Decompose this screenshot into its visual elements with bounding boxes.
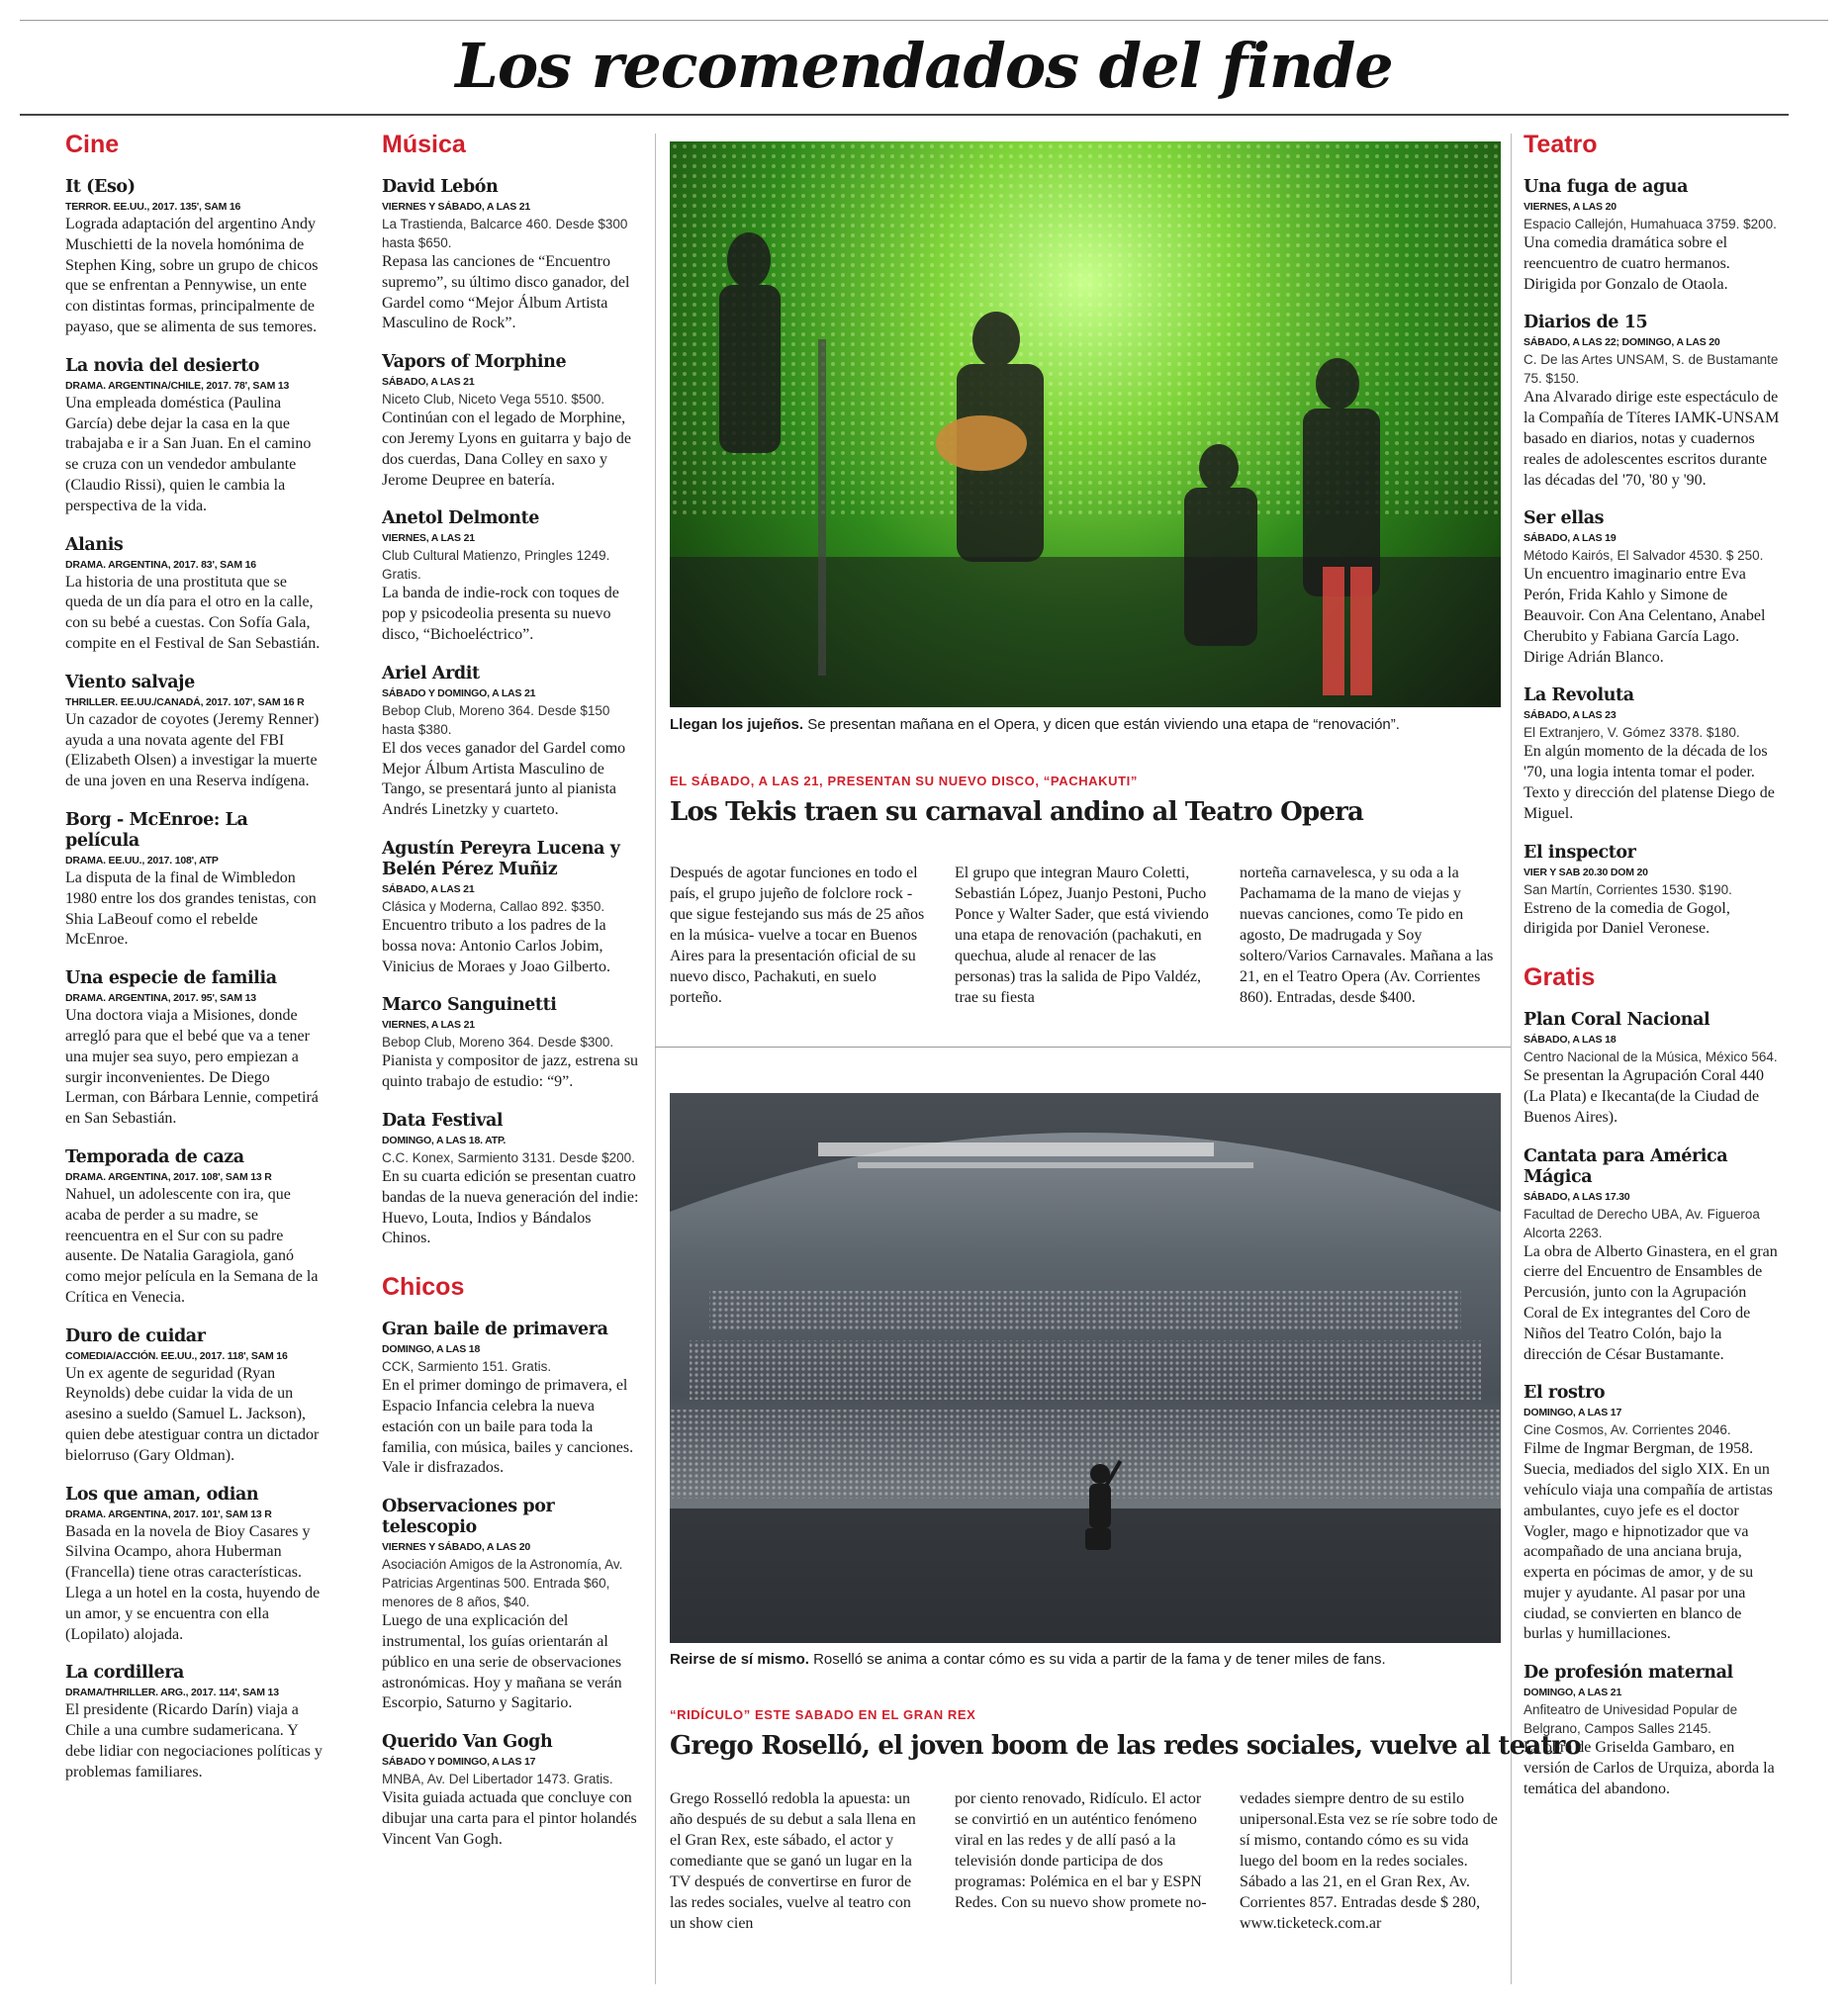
listing-description: Continúan con el legado de Morphine, con Jeremy Lyons en guitarra y bajo de dos cuerdas, Dana Colley en saxo y Jerome Deupree en batería. xyxy=(382,410,631,489)
listing-venue: Facultad de Derecho UBA, Av. Figueroa Alcorta 2263. xyxy=(1524,1206,1760,1240)
listing-meta: VIERNES, A LAS 20 xyxy=(1524,201,1617,213)
listing-description: Basada en la novela de Bioy Casares y Silvina Ocampo, ahora Huberman (Francella) tiene otras características. Llega a un hotel en la costa, huyendo de un amor, y se encuentra con ella (Lopilato) alojada. xyxy=(65,1522,321,1643)
listing-meta: DOMINGO, A LAS 17 xyxy=(1524,1407,1622,1419)
listing-item xyxy=(1524,843,1783,941)
listing-title: Data Festival xyxy=(382,1110,504,1131)
page-headline: Los recomendados del finde xyxy=(455,30,1393,102)
listing-meta: DOMINGO, A LAS 21 xyxy=(1524,1687,1622,1699)
listing-title: El inspector xyxy=(1524,842,1636,863)
listing-meta: SÁBADO, A LAS 21 xyxy=(382,882,475,895)
listing-meta: SÁBADO, A LAS 18 xyxy=(1524,1034,1617,1047)
listing-description: Luego de una explicación del instrumental, los guías orientarán al público en una serie de observaciones astronómicas. Hoy y mañana se verán Escorpio, Saturno y Sagitario. xyxy=(382,1612,622,1712)
listing-meta: DRAMA. ARGENTINA, 2017. 83', SAM 16 xyxy=(65,558,256,571)
listing-description: El presidente (Ricardo Darín) viaja a Chile a una cumbre sudamericana. Y debe lidiar con negociaciones políticas y problemas familiares. xyxy=(65,1701,323,1781)
listing-meta: DRAMA. EE.UU., 2017. 108', ATP xyxy=(65,854,219,867)
tekis-title: Los Tekis traen su carnaval andino al Teatro Opera xyxy=(670,797,1364,827)
cine-column xyxy=(65,129,324,1801)
listing-item xyxy=(382,995,643,1093)
gratis-list xyxy=(1524,1010,1783,1800)
listing-item xyxy=(65,177,324,338)
listing-description: Visita guiada actuada que concluye con dibujar una carta para el pintor holandés Vincent Van Gogh. xyxy=(382,1789,637,1848)
listing-title: Ariel Ardit xyxy=(382,663,480,684)
listing-meta: DRAMA. ARGENTINA, 2017. 95', SAM 13 xyxy=(65,992,256,1005)
listing-title: De profesión maternal xyxy=(1524,1663,1733,1684)
listing-meta: VIERNES, A LAS 21 xyxy=(382,1019,475,1032)
tekis-body-col2: El grupo que integran Mauro Coletti, Sebastián López, Juanjo Pestoni, Pucho Ponce y Walter Sader, que está viviendo una etapa de renovación (pachakuti, en quechua, alude al renacer de las personas) tras la salida de Pipo Valdéz, trae su fiesta xyxy=(955,865,1209,1006)
listing-meta: SÁBADO Y DOMINGO, A LAS 17 xyxy=(382,1756,536,1769)
listing-item xyxy=(65,1485,324,1646)
listing-title: Anetol Delmonte xyxy=(382,508,540,529)
section-title-teatro: Teatro xyxy=(1524,131,1598,158)
listing-title: Los que aman, odian xyxy=(65,1484,259,1505)
listing-description: Encuentro tributo a los padres de la bossa nova: Antonio Carlos Jobim, Vinicius de Moraes y Joao Gilberto. xyxy=(382,916,610,975)
listing-item xyxy=(1524,1383,1783,1645)
gran-rex-theater-photo xyxy=(670,1093,1501,1643)
grego-body-col1: Grego Rosselló redobla la apuesta: un año después de su debut a sala llena en el Gran Rex, este sábado, el actor y comediante que se ganó un lugar en la TV después de convertirse en furor de las redes sociales, vuelve al teatro con un show cien xyxy=(670,1790,916,1932)
listing-title: Gran baile de primavera xyxy=(382,1320,608,1340)
listing-title: Vapors of Morphine xyxy=(382,352,567,373)
listing-item xyxy=(382,1111,643,1249)
listing-description: Una comedia dramática sobre el reencuentro de cuatro hermanos. Dirigida por Gonzalo de Otaola. xyxy=(1524,234,1730,293)
listing-item xyxy=(65,673,324,792)
listing-venue: Niceto Club, Niceto Vega 5510. $500. xyxy=(382,392,605,408)
theater-illustration xyxy=(670,1093,1501,1643)
grego-body-col3: vedades siempre dentro de su estilo unipersonal.Esta vez se ríe sobre todo de sí mismo, contando cómo es su vida luego del boom en la redes sociales. Sábado a las 21, en el Gran Rex, Av. Corrientes 857. Entradas desde $ 280, www.ticketeck.com.ar xyxy=(1240,1790,1498,1932)
listing-venue: Bebop Club, Moreno 364. Desde $300. xyxy=(382,1035,614,1050)
listing-meta: SÁBADO, A LAS 22; DOMINGO, A LAS 20 xyxy=(1524,336,1720,349)
listing-venue: Anfiteatro de Univesidad Popular de Belgrano, Campos Salles 2145. xyxy=(1524,1702,1738,1737)
listing-meta: VIERNES Y SÁBADO, A LAS 21 xyxy=(382,201,531,213)
listing-venue: La Trastienda, Balcarce 460. Desde $300 hasta $650. xyxy=(382,217,628,250)
listing-title: Querido Van Gogh xyxy=(382,1732,553,1753)
listing-description: Pianista y compositor de jazz, estrena su quinto trabajo de estudio: “9”. xyxy=(382,1052,639,1091)
listing-meta: DOMINGO, A LAS 18. ATP. xyxy=(382,1134,507,1146)
listing-description: La disputa de la final de Wimbledon 1980 entre los dos grandes tenistas, con Shia LaBeouf como el rebelde McEnroe. xyxy=(65,868,317,949)
listing-venue: Cine Cosmos, Av. Corrientes 2046. xyxy=(1524,1422,1731,1438)
listing-venue: Clásica y Moderna, Callao 892. $350. xyxy=(382,898,605,914)
listing-description: La obra de Griselda Gambaro, en versión de Carlos de Urquiza, aborda la temática del abandono. xyxy=(1524,1739,1775,1797)
section-title-chicos: Chicos xyxy=(382,1273,465,1302)
listing-description: Ana Alvarado dirige este espectáculo de la Compañía de Títeres IAMK-UNSAM basado en diarios, notas y cuadernos reales de adolescentes escritos durante las décadas del '70, '80 y '90. xyxy=(1524,389,1780,489)
listing-meta: COMEDIA/ACCIÓN. EE.UU., 2017. 118', SAM 16 xyxy=(65,1349,288,1362)
listing-item xyxy=(1524,685,1783,824)
listing-item xyxy=(65,356,324,517)
listing-description: Nahuel, un adolescente con ira, que acaba de perder a su madre, se reencuentra en el Sur con su padre ausente. De Natalia Garagiola, ganó como mejor película en la Semana de la Crítica en Venecia. xyxy=(65,1185,319,1306)
listing-item xyxy=(382,352,643,491)
grego-body-col2: por ciento renovado, Ridículo. El actor se convirtió en un auténtico fenómeno viral en las redes y de allí pasó a la televisión donde participa de dos programas: Polémica en el bar y ESPN Redes. Con su nuevo show promete no- xyxy=(955,1790,1207,1911)
teatro-column xyxy=(1524,129,1783,1818)
listing-meta: DRAMA. ARGENTINA, 2017. 101', SAM 13 R xyxy=(65,1507,272,1520)
listing-venue: San Martín, Corrientes 1530. $190. xyxy=(1524,881,1732,897)
listing-meta: VIER Y SAB 20.30 DOM 20 xyxy=(1524,866,1648,878)
listing-meta: SÁBADO, A LAS 23 xyxy=(1524,709,1617,722)
grego-caption-text: Roselló se anima a contar cómo es su vida a partir de la fama y de tener miles de fans. xyxy=(808,1651,1386,1668)
listing-description: Un cazador de coyotes (Jeremy Renner) ayuda a una novata agente del FBI (Elizabeth Olsen) a investigar la muerte de una joven en una Reserva indígena. xyxy=(65,710,320,790)
listing-meta: SÁBADO, A LAS 21 xyxy=(382,376,475,389)
listing-title: It (Eso) xyxy=(65,177,136,197)
listing-meta: THRILLER. EE.UU./CANADÁ, 2017. 107', SAM 16 R xyxy=(65,695,305,708)
listing-item xyxy=(382,839,643,977)
listing-title: Temporada de caza xyxy=(65,1146,244,1167)
listing-description: Lograda adaptación del argentino Andy Muschietti de la novela homónima de Stephen King, sobre un grupo de chicos que se enfrentan a Pennywise, un ente con distintas formas, principalmente de payaso, que se alimenta de sus temores. xyxy=(65,216,319,335)
listing-meta: DOMINGO, A LAS 18 xyxy=(382,1343,481,1356)
article-divider xyxy=(655,1047,1511,1048)
listing-venue: El Extranjero, V. Gómez 3378. $180. xyxy=(1524,725,1740,741)
listing-description: En el primer domingo de primavera, el Espacio Infancia celebra la nueva estación con un baile para toda la familia, con música, bailes y canciones. Vale ir disfrazados. xyxy=(382,1377,634,1477)
listing-item xyxy=(65,535,324,655)
listing-item xyxy=(65,968,324,1130)
listing-description: Filme de Ingmar Bergman, de 1958. Suecia, mediados del siglo XIX. En un vehículo viaja una compañía de artistas ambulantes, cuyo jefe es el doctor Vogler, mago e hipnotizador que va acompañado de una anciana bruja, experta en pócimas de amor, y de su mujer y ayudante. Al pasar por una ciudad, se convierten en blanco de burlas y humillaciones. xyxy=(1524,1440,1773,1643)
listing-venue: Espacio Callejón, Humahuaca 3759. $200. xyxy=(1524,217,1777,231)
listing-item xyxy=(382,1320,643,1479)
listing-title: Viento salvaje xyxy=(65,672,195,692)
listing-title: La Revoluta xyxy=(1524,685,1634,706)
listing-meta: DRAMA. ARGENTINA, 2017. 108', SAM 13 R xyxy=(65,1170,272,1183)
listing-item xyxy=(382,177,643,334)
listing-item xyxy=(65,1663,324,1782)
listing-title: Duro de cuidar xyxy=(65,1325,206,1346)
listing-item xyxy=(1524,313,1783,491)
tekis-caption-bold: Llegan los jujeños. xyxy=(670,716,804,733)
section-title-musica: Música xyxy=(382,131,466,158)
listing-venue: Asociación Amigos de la Astronomía, Av. Patricias Argentinas 500. Entrada $60, menores de 8 años, $40. xyxy=(382,1557,623,1610)
column-divider xyxy=(655,134,656,1984)
listing-title: Marco Sanguinetti xyxy=(382,995,557,1016)
listing-title: Plan Coral Nacional xyxy=(1524,1010,1710,1031)
listing-venue: Bebop Club, Moreno 364. Desde $150 hasta $380. xyxy=(382,702,610,737)
listing-venue: Centro Nacional de la Música, México 564. xyxy=(1524,1050,1778,1065)
tekis-kicker: EL SÁBADO, A LAS 21, PRESENTAN SU NUEVO DISCO, “PACHAKUTI” xyxy=(670,774,1138,788)
grego-caption xyxy=(670,1650,1501,1669)
column-divider xyxy=(1511,134,1512,1984)
listing-venue: Club Cultural Matienzo, Pringles 1249. Gratis. xyxy=(382,548,610,583)
listing-item xyxy=(382,1732,643,1850)
listing-title: Una especie de familia xyxy=(65,968,277,989)
teatro-list xyxy=(1524,177,1783,940)
listing-item xyxy=(1524,177,1783,295)
listing-meta: DRAMA/THRILLER. ARG., 2017. 114', SAM 13 xyxy=(65,1687,279,1699)
listing-title: Diarios de 15 xyxy=(1524,313,1648,333)
listing-description: El dos veces ganador del Gardel como Mejor Álbum Artista Masculino de Tango, se presentará junto al pianista Andrés Linetzky y cuarteto. xyxy=(382,739,626,819)
listing-item xyxy=(1524,508,1783,668)
listing-item xyxy=(382,1497,643,1714)
grego-caption-bold: Reirse de sí mismo. xyxy=(670,1651,809,1668)
listing-meta: SÁBADO, A LAS 19 xyxy=(1524,532,1617,545)
listing-description: En algún momento de la década de los '70, una logia intenta tomar el poder. Texto y dirección del platense Diego de Miguel. xyxy=(1524,743,1775,822)
section-title-gratis: Gratis xyxy=(1524,963,1596,992)
tekis-body-col1: Después de agotar funciones en todo el país, el grupo jujeño de folclore rock -que sigue festejando sus más de 25 años en la música- vuelve a tocar en Buenos Aires para la presentación oficial de su nuevo disco, Pachakuti, en suelo porteño. xyxy=(670,865,925,1006)
listing-title: Borg - McEnroe: La película xyxy=(65,809,248,851)
listing-venue: CCK, Sarmiento 151. Gratis. xyxy=(382,1359,552,1375)
listing-venue: MNBA, Av. Del Libertador 1473. Gratis. xyxy=(382,1772,613,1787)
listing-title: Una fuga de agua xyxy=(1524,177,1689,197)
stage-lights-pattern xyxy=(670,141,1501,707)
tekis-caption xyxy=(670,715,1501,734)
listing-item xyxy=(1524,1146,1783,1366)
listing-title: David Lebón xyxy=(382,177,499,197)
listing-title: La novia del desierto xyxy=(65,355,260,376)
listing-description: La obra de Alberto Ginastera, en el gran cierre del Encuentro de Ensambles de Percusión, junto con la Agrupación Coral de Ex integrantes del Coro de Niños del Teatro Colón, bajo la dirección de César Bustamante. xyxy=(1524,1242,1778,1363)
listing-meta: VIERNES Y SÁBADO, A LAS 20 xyxy=(382,1541,531,1554)
listing-description: Un ex agente de seguridad (Ryan Reynolds) debe cuidar la vida de un asesino a sueldo (Samuel L. Jackson), quien debe atestiguar contra un dictador bielorruso (Gary Oldman). xyxy=(65,1364,320,1464)
listing-item xyxy=(382,664,643,821)
listing-venue: Método Kairós, El Salvador 4530. $ 250. xyxy=(1524,548,1764,564)
listing-meta: DRAMA. ARGENTINA/CHILE, 2017. 78', SAM 13 xyxy=(65,379,290,392)
cine-list xyxy=(65,177,324,1783)
listing-title: Cantata para América Mágica xyxy=(1524,1145,1728,1187)
listing-description: Una empleada doméstica (Paulina García) debe dejar la casa en la que trabajaba e ir a San Juan. En el camino se cruza con un vendedor ambulante (Claudio Rissi), quien le cambia la perspectiva de la vida. xyxy=(65,394,312,514)
section-title-cine: Cine xyxy=(65,131,120,158)
listing-description: Una doctora viaja a Misiones, donde arregló para que el bebé que va a tener una mujer sea suyo, pero empiezan a surgir inconvenientes. De Diego Lerman, con Bárbara Lennie, competirá en San Sebastián. xyxy=(65,1007,319,1128)
listing-item xyxy=(65,1147,324,1309)
listing-description: Un encuentro imaginario entre Eva Perón, Frida Kahlo y Simone de Beauvoir. Con Ana Celentano, Anabel Cherubito y Fabiana García Lago. Dirige Adrián Blanco. xyxy=(1524,566,1766,666)
listing-title: El rostro xyxy=(1524,1383,1606,1404)
tekis-caption-text: Se presentan mañana en el Opera, y dicen que están viviendo una etapa de “renovación”. xyxy=(803,716,1400,733)
listing-item xyxy=(65,1326,324,1467)
musica-list xyxy=(382,177,643,1249)
listing-item xyxy=(1524,1010,1783,1128)
listing-meta: SÁBADO Y DOMINGO, A LAS 21 xyxy=(382,686,536,699)
listing-meta: SÁBADO, A LAS 17.30 xyxy=(1524,1190,1630,1203)
listing-meta: TERROR. EE.UU., 2017. 135', SAM 16 xyxy=(65,201,241,213)
listing-item xyxy=(65,810,324,951)
listing-description: La historia de una prostituta que se queda de un día para el otro en la calle, con su bebé a cuestas. Con Sofía Gala, compite en el Festival de San Sebastián. xyxy=(65,573,321,652)
listing-title: Agustín Pereyra Lucena y Belén Pérez Muñiz xyxy=(382,838,620,879)
top-rule xyxy=(20,20,1828,21)
grego-kicker: “RIDÍCULO” ESTE SABADO EN EL GRAN REX xyxy=(670,1707,976,1722)
tekis-body-col3: norteña carnavelesca, y su oda a la Pachamama de la mano de viejas y nuevas canciones, como Te pido en agosto, De madrugada y Soy soltero/Varios Carnavales. Mañana a las 21, en el Teatro Opera (Av. Corrientes 860). Entradas, desde $400. xyxy=(1240,865,1494,1006)
chicos-list xyxy=(382,1320,643,1850)
grego-title: Grego Roselló, el joven boom de las redes sociales, vuelve al teatro xyxy=(670,1731,1582,1761)
listing-title: Ser ellas xyxy=(1524,508,1605,529)
listing-venue: C. De las Artes UNSAM, S. de Bustamante 75. $150. xyxy=(1524,352,1779,387)
listing-item xyxy=(382,508,643,645)
listing-title: Alanis xyxy=(65,534,124,555)
listing-title: La cordillera xyxy=(65,1663,184,1684)
listing-description: En su cuarta edición se presentan cuatro bandas de la nueva generación del indie: Huevo, Louta, Indios y Bándalos Chinos. xyxy=(382,1167,639,1247)
listing-meta: VIERNES, A LAS 21 xyxy=(382,532,475,545)
listing-description: Estreno de la comedia de Gogol, dirigida por Daniel Veronese. xyxy=(1524,899,1730,938)
listing-description: Repasa las canciones de “Encuentro supremo”, su último disco ganador, del Gardel como “Mejor Álbum Artista Masculino de Rock”. xyxy=(382,253,630,332)
tekis-concert-photo xyxy=(670,141,1501,707)
listing-venue: C.C. Konex, Sarmiento 3131. Desde $200. xyxy=(382,1149,635,1165)
listing-description: La banda de indie-rock con toques de pop y psicodeolia presenta su nuevo disco, “Bichoeléctrico”. xyxy=(382,585,619,643)
headline-rule xyxy=(20,114,1789,116)
musica-column xyxy=(382,129,643,1868)
listing-description: Se presentan la Agrupación Coral 440 (La Plata) e Ikecanta(de la Ciudad de Buenos Aires). xyxy=(1524,1067,1765,1126)
listing-title: Observaciones por telescopio xyxy=(382,1497,555,1538)
